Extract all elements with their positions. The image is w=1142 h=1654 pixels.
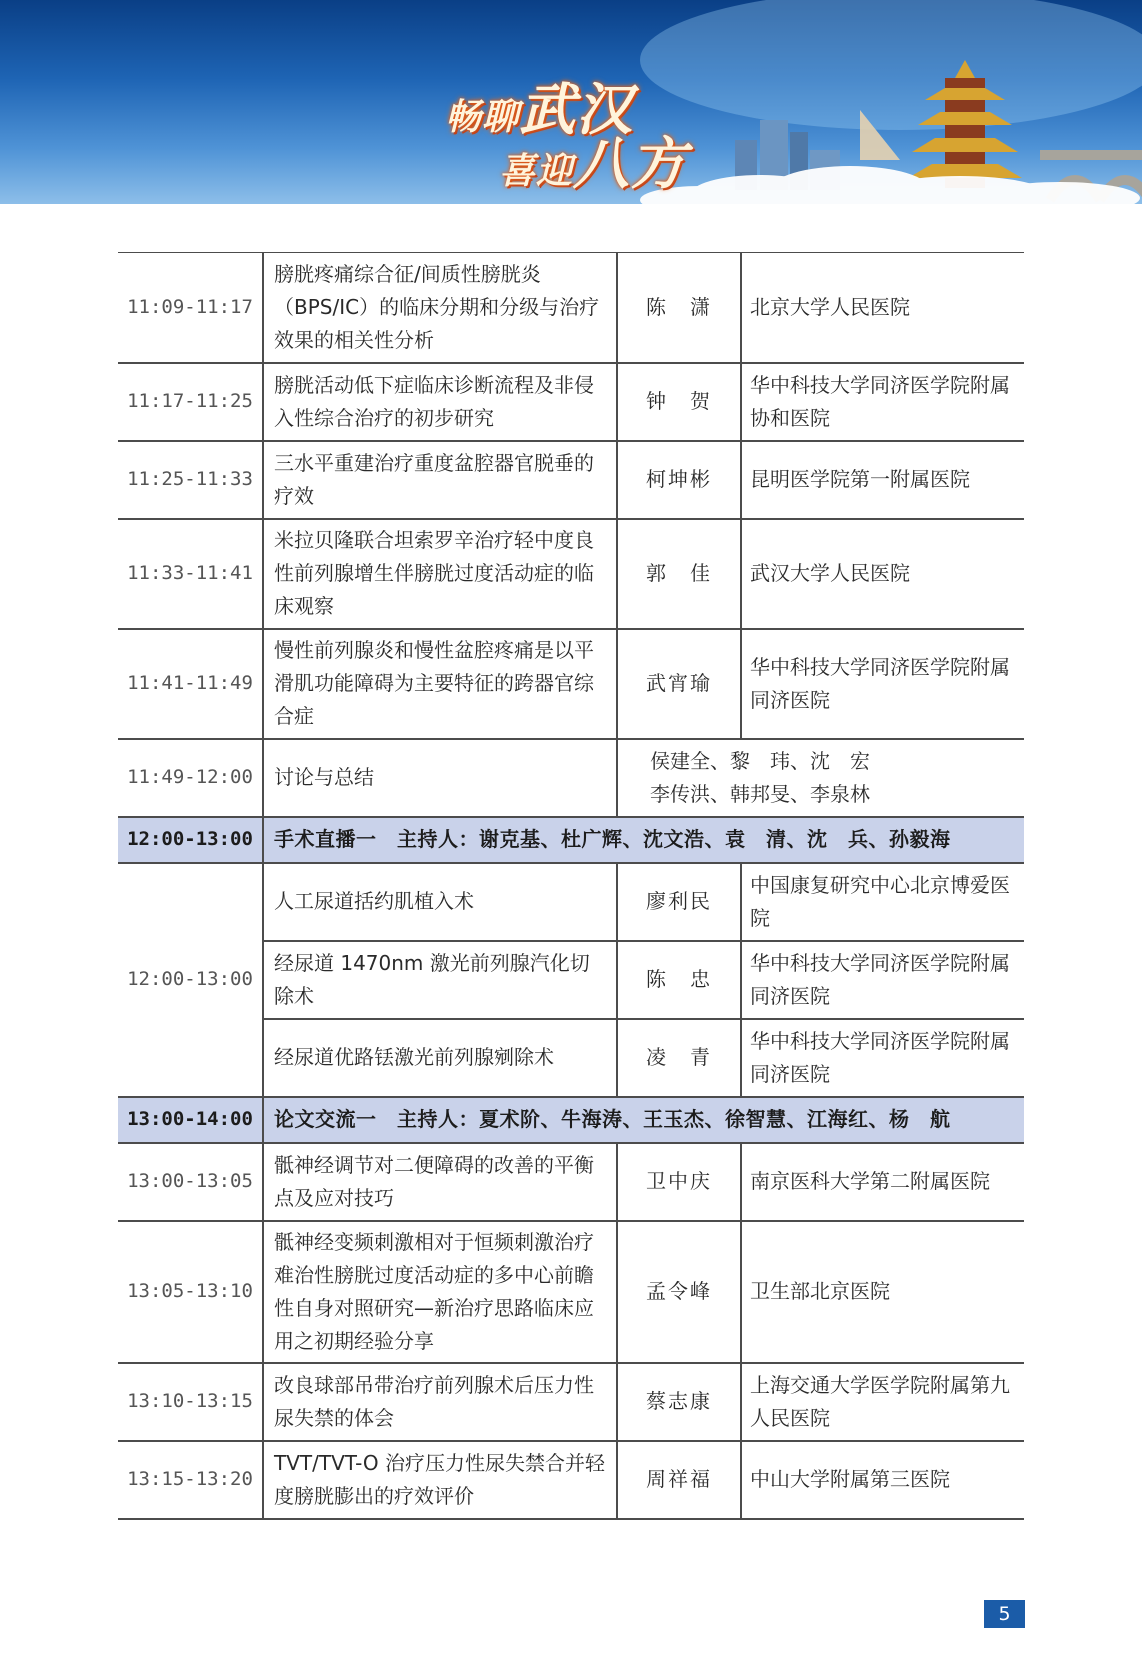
schedule-table bbox=[118, 252, 1024, 1520]
topic-cell: 经尿道 1470nm 激光前列腺汽化切除术 bbox=[263, 941, 617, 1019]
topic-cell: 膀胱疼痛综合征/间质性膀胱炎（BPS/IC）的临床分期和分级与治疗效果的相关性分析 bbox=[263, 253, 617, 363]
time-cell: 11:25-11:33 bbox=[118, 441, 263, 519]
header-banner bbox=[0, 0, 1142, 206]
time-cell: 11:17-11:25 bbox=[118, 363, 263, 441]
topic-cell: 骶神经调节对二便障碍的改善的平衡点及应对技巧 bbox=[263, 1143, 617, 1221]
topic-cell: 经尿道优路铥激光前列腺剜除术 bbox=[263, 1019, 617, 1097]
banner-slogan: 畅聊武汉 喜迎八方 bbox=[445, 77, 688, 197]
topic-cell: 膀胱活动低下症临床诊断流程及非侵入性综合治疗的初步研究 bbox=[263, 363, 617, 441]
time-cell: 11:09-11:17 bbox=[118, 253, 263, 363]
table-row bbox=[118, 1143, 1024, 1221]
institution-cell: 上海交通大学医学院附属第九人民医院 bbox=[741, 1363, 1024, 1441]
topic-cell: 三水平重建治疗重度盆腔器官脱垂的疗效 bbox=[263, 441, 617, 519]
page-number: 5 bbox=[984, 1600, 1025, 1628]
topic-cell: 改良球部吊带治疗前列腺术后压力性尿失禁的体会 bbox=[263, 1363, 617, 1441]
section-time: 12:00-13:00 bbox=[118, 817, 263, 863]
speaker-cell: 卫中庆 bbox=[617, 1143, 741, 1221]
institution-cell: 武汉大学人民医院 bbox=[741, 519, 1024, 629]
institution-cell: 卫生部北京医院 bbox=[741, 1221, 1024, 1363]
time-cell: 11:41-11:49 bbox=[118, 629, 263, 739]
section-time: 13:00-14:00 bbox=[118, 1097, 263, 1143]
moderators-line: 侯建全、黎 玮、沈 宏 bbox=[650, 748, 870, 773]
speaker-cell: 钟 贺 bbox=[617, 363, 741, 441]
moderators-line: 李传洪、韩邦旻、李泉林 bbox=[650, 781, 870, 806]
institution-cell: 昆明医学院第一附属医院 bbox=[741, 441, 1024, 519]
time-cell: 11:49-12:00 bbox=[118, 739, 263, 817]
speaker-cell: 陈 潇 bbox=[617, 253, 741, 363]
speaker-cell: 蔡志康 bbox=[617, 1363, 741, 1441]
institution-cell: 北京大学人民医院 bbox=[741, 253, 1024, 363]
table-row bbox=[118, 1221, 1024, 1363]
topic-cell: 讨论与总结 bbox=[263, 739, 617, 817]
speaker-cell: 陈 忠 bbox=[617, 941, 741, 1019]
section-title: 论文交流一 主持人：夏术阶、牛海涛、王玉杰、徐智慧、江海红、杨 航 bbox=[263, 1097, 1024, 1143]
institution-cell: 华中科技大学同济医学院附属同济医院 bbox=[741, 1019, 1024, 1097]
time-cell: 13:05-13:10 bbox=[118, 1221, 263, 1363]
speaker-cell: 凌 青 bbox=[617, 1019, 741, 1097]
time-cell: 13:15-13:20 bbox=[118, 1441, 263, 1519]
section-title: 手术直播一 主持人：谢克基、杜广辉、沈文浩、袁 清、沈 兵、孙毅海 bbox=[263, 817, 1024, 863]
institution-cell: 中国康复研究中心北京博爱医院 bbox=[741, 863, 1024, 941]
speaker-cell: 廖利民 bbox=[617, 863, 741, 941]
table-row bbox=[118, 1363, 1024, 1441]
institution-cell: 华中科技大学同济医学院附属协和医院 bbox=[741, 363, 1024, 441]
table-row bbox=[118, 629, 1024, 739]
time-cell: 13:10-13:15 bbox=[118, 1363, 263, 1441]
table-row bbox=[118, 1441, 1024, 1519]
institution-cell: 华中科技大学同济医学院附属同济医院 bbox=[741, 941, 1024, 1019]
time-cell: 13:00-13:05 bbox=[118, 1143, 263, 1221]
topic-cell: 米拉贝隆联合坦索罗辛治疗轻中度良性前列腺增生伴膀胱过度活动症的临床观察 bbox=[263, 519, 617, 629]
topic-cell: 人工尿道括约肌植入术 bbox=[263, 863, 617, 941]
time-cell: 12:00-13:00 bbox=[118, 863, 263, 1097]
institution-cell: 中山大学附属第三医院 bbox=[741, 1441, 1024, 1519]
institution-cell: 华中科技大学同济医学院附属同济医院 bbox=[741, 629, 1024, 739]
speaker-cell: 孟令峰 bbox=[617, 1221, 741, 1363]
speaker-cell: 柯坤彬 bbox=[617, 441, 741, 519]
section-header-row bbox=[118, 1097, 1024, 1143]
speaker-cell: 郭 佳 bbox=[617, 519, 741, 629]
moderators-cell bbox=[617, 739, 1024, 817]
speaker-cell: 武宵瑜 bbox=[617, 629, 741, 739]
topic-cell: 慢性前列腺炎和慢性盆腔疼痛是以平滑肌功能障碍为主要特征的跨器官综合症 bbox=[263, 629, 617, 739]
institution-cell: 南京医科大学第二附属医院 bbox=[741, 1143, 1024, 1221]
time-cell: 11:33-11:41 bbox=[118, 519, 263, 629]
speaker-cell: 周祥福 bbox=[617, 1441, 741, 1519]
topic-cell: TVT/TVT-O 治疗压力性尿失禁合并轻度膀胱膨出的疗效评价 bbox=[263, 1441, 617, 1519]
topic-cell: 骶神经变频刺激相对于恒频刺激治疗难治性膀胱过度活动症的多中心前瞻性自身对照研究—新治疗思路临床应用之初期经验分享 bbox=[263, 1221, 617, 1363]
table-row bbox=[118, 519, 1024, 629]
table-row bbox=[118, 863, 1024, 941]
table-row bbox=[118, 441, 1024, 519]
table-row bbox=[118, 363, 1024, 441]
section-header-row bbox=[118, 817, 1024, 863]
table-row bbox=[118, 739, 1024, 817]
table-row bbox=[118, 253, 1024, 363]
